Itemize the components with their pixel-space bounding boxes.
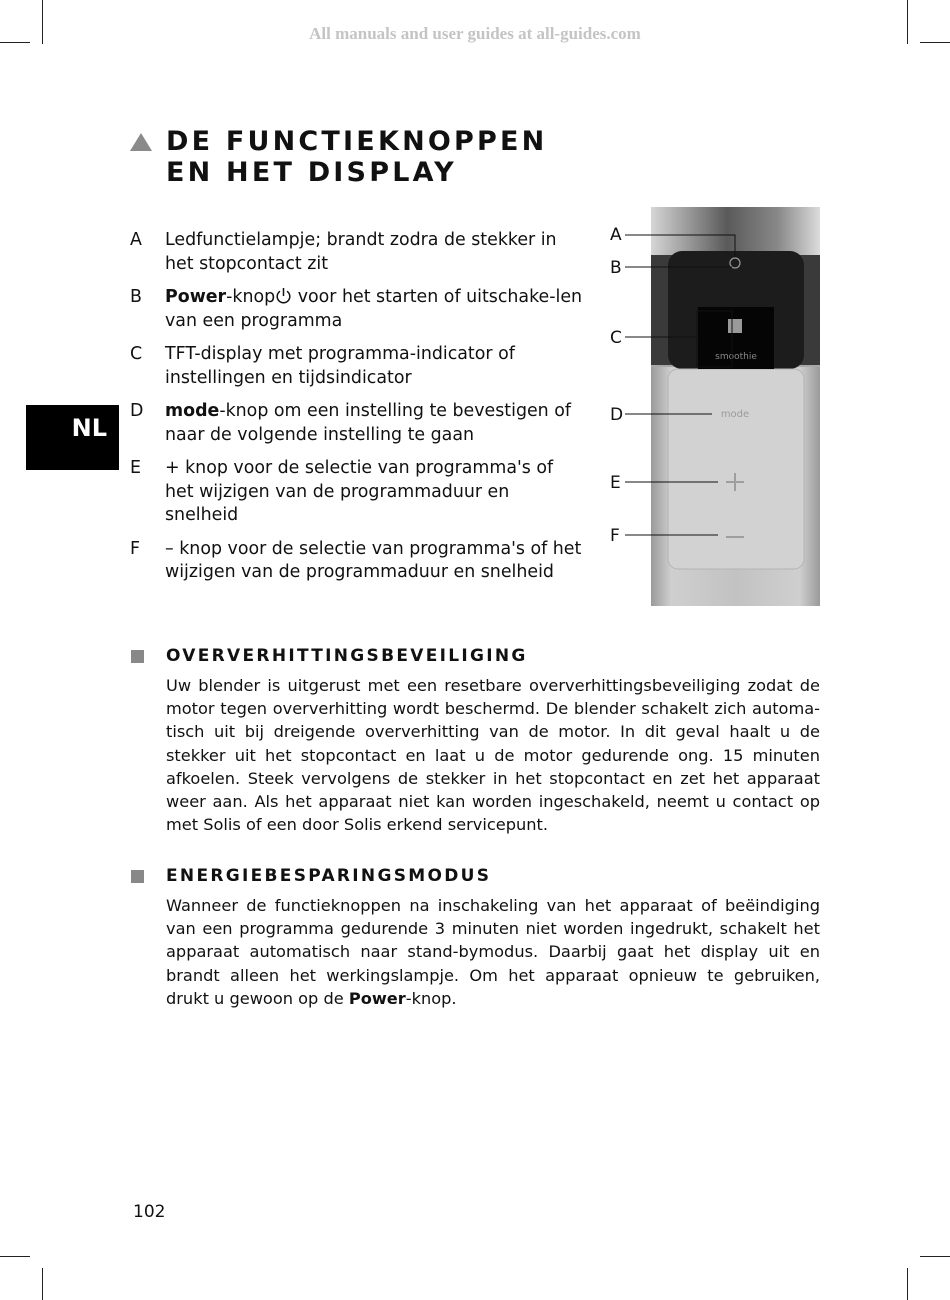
item-letter: D: [130, 401, 144, 421]
item-text: -knop om een instelling te bevestigen of naar de volgende instelling te gaan: [165, 401, 571, 445]
triangle-icon: [130, 133, 152, 151]
power-icon: [275, 287, 292, 305]
crop-mark: [920, 1256, 950, 1257]
item-text: voor het starten of uitschake-len van een programma: [165, 287, 583, 331]
list-item: [130, 400, 590, 447]
photo-brand-text: smoothie: [715, 352, 757, 362]
item-letter: F: [130, 538, 141, 559]
item-letter: A: [130, 230, 142, 250]
function-key-list: [130, 229, 590, 585]
section-title-energy: ENERGIEBESPARINGSMODUS: [166, 866, 492, 886]
item-letter: E: [130, 458, 141, 478]
list-item: [130, 286, 590, 333]
callout-d: D: [610, 405, 624, 425]
crop-mark: [907, 1268, 908, 1300]
section-bullet-icon: [131, 870, 144, 883]
title-line-2: EN HET DISPLAY: [166, 157, 457, 188]
callout-f: F: [610, 526, 620, 546]
section-title-overheating: OVERVERHITTINGSBEVEILIGING: [166, 646, 528, 666]
list-item: [130, 229, 590, 276]
callout-e: E: [610, 473, 621, 493]
callout-lines: [620, 220, 750, 560]
power-label: Power: [348, 988, 406, 1008]
item-text: + knop voor de selectie van programma's of het wijzigen van de programmaduur en snelheid: [165, 458, 554, 525]
photo-mode-label: mode: [720, 409, 750, 420]
item-text: Ledfunctielampje; brandt zodra de stekker in het stopcontact zit: [165, 230, 557, 274]
callout-a: A: [610, 225, 622, 245]
page-number: 102: [133, 1202, 166, 1222]
section-body-energy: Wanneer de functieknoppen na inschakeling van het apparaat of beëindiging van een programma gedurende 3 minuten niet worden ingedrukt, schakelt het apparaat automatisch naar stand-bymodus. Daarbij gaat het display uit en brandt alleen het werkingslampje. Om het apparaat opnieuw te gebruiken, drukt u gewoon op de Power-knop.: [166, 896, 820, 1008]
list-item: [130, 343, 590, 390]
watermark: All manuals and user guides at all-guides.com: [309, 24, 641, 43]
item-letter: C: [130, 344, 143, 364]
list-item: [130, 538, 590, 585]
section-body-overheating: Uw blender is uitgerust met een resetbare oververhittingsbeveiliging zodat de motor tegen oververhitting wordt beschermd. De blender schakelt zich automa-tisch uit bij dreigende oververhitting van de motor. In dit geval haalt u de stekker uit het stopcontact en laat u de motor gedurende ong. 15 minuten afkoelen. Steek vervolgens de stekker in het stopcontact en zet het apparaat weer aan. Als het apparaat niet kan worden ingeschakeld, neemt u contact op met Solis of een door Solis erkend servicepunt.: [166, 676, 820, 835]
crop-mark: [0, 1256, 30, 1257]
title-line-1: DE FUNCTIEKNOPPEN: [166, 126, 548, 157]
crop-mark: [42, 1268, 43, 1300]
callout-c: C: [610, 328, 622, 348]
section-bullet-icon: [131, 650, 144, 663]
item-text: – knop voor de selectie van programma's of het wijzigen van de programmaduur en snelheid: [165, 538, 582, 582]
item-letter: B: [130, 287, 142, 307]
language-tab: NL: [26, 405, 119, 470]
power-label: Power: [165, 287, 227, 307]
mode-label: mode: [165, 401, 220, 421]
callout-b: B: [610, 258, 622, 278]
list-item: [130, 457, 590, 528]
item-text: TFT-display met programma-indicator of instellingen en tijdsindicator: [165, 344, 515, 388]
item-text: -knop: [226, 287, 276, 307]
